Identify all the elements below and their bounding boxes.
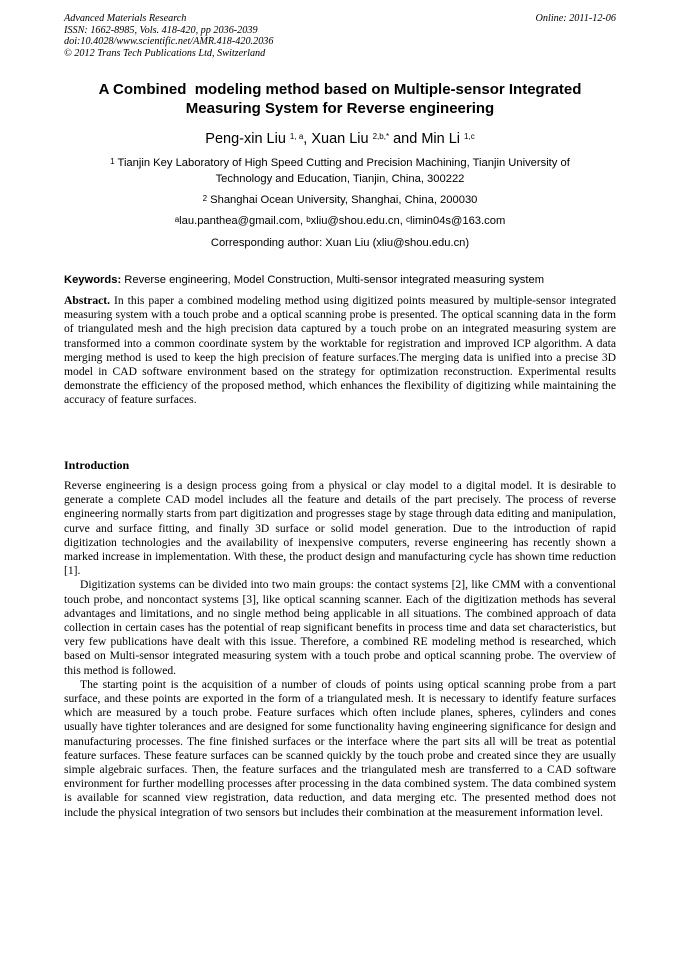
email-address[interactable]: xliu@shou.edu.cn, (310, 215, 406, 227)
email-address[interactable]: lau.panthea@gmail.com, (179, 215, 307, 227)
author-superscript: 2,b,* (372, 132, 390, 141)
online-date: Online: 2011-12-06 (535, 13, 616, 24)
affiliation-text: Shanghai Ocean University, Shanghai, China, 200030 (210, 194, 478, 206)
doi-line: doi:10.4028/www.scientific.net/AMR.418-420.2036 (64, 36, 274, 48)
author-separator: , (303, 131, 312, 147)
title-line-2: Measuring System for Reverse engineering (185, 99, 495, 117)
author-name: Xuan Liu (311, 131, 369, 147)
abstract-text: In this paper a combined modeling method using digitized points measured by multiple-sensor integrated measuring system with a touch probe and a optical scanning probe is presented. The optical scanning data in the form of triangulated mesh and the high precision data captured by a touch probe on an integrated measuring system are transformed into a common coordinate system by the worktable for registration and improved ICP algorithm. A data merging method is used to keep the high precision of feature surfaces.The merging data is unified into a precise 3D model in CAD software environment based on the strategy for optimization reconstruction. Experimental results demonstrate the efficiency of the proposed method, which enhances the flexibility of digitizing while maintaining the accuracy of feature surfaces. (64, 294, 616, 407)
email-superscript: c (405, 215, 410, 224)
title-line-1: A Combined modeling method based on Multiple-sensor Integrated (98, 81, 582, 98)
author-emails (64, 214, 616, 229)
affiliation-text: Tianjin Key Laboratory of High Speed Cutting and Precision Machining, Tianjin University of (117, 157, 570, 169)
author-superscript: 1, a (289, 132, 304, 141)
email-superscript: a (174, 215, 180, 224)
paragraph: The starting point is the acquisition of a number of clouds of points using optical scanning probe from a part surface, and these points are exported in the form of a triangulated mesh. It is necessary to identify feature surfaces which are measured by a touch probe. Feature surfaces which often include planes, spheres, cylinders and cones usually have tighter tolerances and are designed for some functionality having engineering significance for design and manufacturing processes. The fine finished surfaces or the interface where the part sits all will be treat as potential feature surfaces. These feature surfaces can be scanned quickly by the touch probe and created since they are usually simple algebraic surfaces. Then, the feature surfaces and the triangulated mesh are transferred to a CAD software environment for further modelling processes after processing in the data combined system. The data combined system is available for scanned view registration, data reduction, and data merging etc. The presented method does not include the physical integration of two sensors but includes their combination at the measurement information level. (64, 677, 616, 819)
abstract-label: Abstract. (64, 294, 111, 307)
affiliation-1 (64, 156, 616, 187)
journal-header (64, 13, 616, 59)
paragraph: Digitization systems can be divided into two main groups: the contact systems [2], like CMM with a conventional touch probe, and noncontact systems [3], like optical scanning scanner. Each of the digitization methods has several advantages and limitations, and no single method being applicable in all situations. The combined approach of data collection in certain cases has the potential of reap significant benefits in process time and data set characteristics, but very few publications have dealt with this issue. Therefore, a combined RE modeling method is researched, which based on Multi-sensor integrated measuring system with a touch probe and optical scanning probe. The overview of this method is followed. (64, 578, 616, 677)
affiliation-text: Technology and Education, Tianjin, China, 300222 (215, 172, 465, 185)
copyright-line: © 2012 Trans Tech Publications Ltd, Switzerland (64, 47, 266, 59)
affiliation-superscript: 2 (202, 194, 208, 203)
introduction-heading: Introduction (64, 458, 130, 472)
introduction-body (64, 479, 616, 820)
author-separator: and (389, 131, 422, 147)
corresponding-author: Corresponding author: Xuan Liu (xliu@shou.edu.cn) (210, 237, 470, 249)
paragraph: Reverse engineering is a design process going from a physical or clay model to a digital model. It is desirable to generate a complete CAD model includes all the feature and details of the part precisely. The process of reverse engineering normally starts from part digitization and progresses stage by stage through data editing and manipulation, curve and surface fitting, and finally 3D surface or solid model generation. Due to the introduction of rapid digitization technologies and the availability of inexpensive computers, reverse engineering has recently shown a marked increase in implementation. With these, the product design and manufacturing cycle has shown time reduction [1]. (64, 479, 616, 578)
abstract (64, 294, 616, 408)
keywords (64, 273, 616, 288)
email-address[interactable]: limin04s@163.com (409, 215, 506, 227)
affiliation-2 (64, 193, 616, 209)
keywords-text: Reverse engineering, Model Construction, Multi-sensor integrated measuring system (121, 274, 545, 286)
author-list (64, 130, 616, 148)
author-name: Min Li (421, 131, 461, 147)
author-superscript: 1,c (464, 132, 475, 141)
issn-line: ISSN: 1662-8985, Vols. 418-420, pp 2036-2039 (64, 24, 258, 36)
email-superscript: b (306, 215, 311, 224)
keywords-label: Keywords: (64, 274, 122, 286)
author-name: Peng-xin Liu (205, 131, 286, 147)
paper-title (64, 81, 616, 118)
affiliation-superscript: 1 (110, 157, 115, 166)
journal-name: Advanced Materials Research (64, 13, 187, 24)
